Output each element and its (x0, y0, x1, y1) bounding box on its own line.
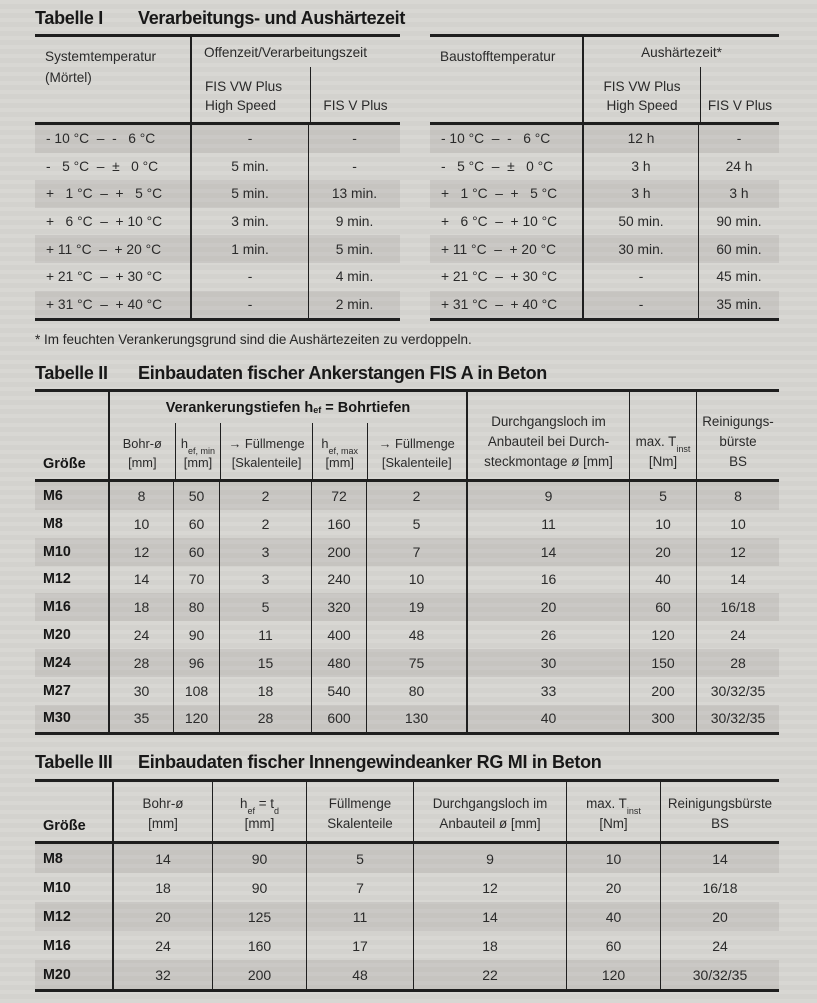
table-cell: 16 (466, 566, 629, 594)
table-cell: 40 (466, 705, 629, 733)
table-cell: 18 (108, 593, 173, 621)
table-cell: 600 (311, 705, 366, 733)
table-cell: 200 (311, 538, 366, 566)
table-3 (35, 779, 779, 992)
table-cell: 240 (311, 566, 366, 594)
table-row (430, 235, 779, 263)
table-cell: 7 (306, 873, 413, 902)
table-cell: 125 (212, 902, 306, 931)
table-cell: 30 (108, 677, 173, 705)
group-header-label: Verankerungstiefen h $_{ef}$ = Bohrtiefen (165, 399, 411, 416)
table-row (430, 153, 779, 181)
table-cell: 28 (108, 649, 173, 677)
table-cell: 16/18 (696, 593, 779, 621)
table-cell: 5 min. (308, 235, 400, 263)
table-cell: 2 (219, 510, 311, 538)
table-cell: 200 (212, 960, 306, 989)
table-cell: M16 (43, 599, 71, 616)
table-row (35, 482, 779, 510)
table-cell: M10 (43, 879, 71, 896)
table-row (430, 208, 779, 236)
table-cell: 540 (311, 677, 366, 705)
table-row (35, 593, 779, 621)
table-cell: 8 (696, 482, 779, 510)
table-cell: 130 (366, 705, 466, 733)
table-cell: 96 (173, 649, 219, 677)
table-cell: + 11 °C – + 20 °C (441, 241, 557, 257)
table-cell: 10 (696, 510, 779, 538)
table-cell: 5 (219, 593, 311, 621)
column-header-durchgangsloch: Durchgangsloch im Anbauteil bei Durch- steckmontage ø [mm] (466, 392, 629, 479)
table-cell: - (190, 125, 308, 153)
table-cell: 60 (629, 593, 696, 621)
table-cell: 12 (108, 538, 173, 566)
table-cell: 20 (629, 538, 696, 566)
table-1-left-header (35, 37, 400, 125)
table-cell: - (698, 125, 779, 153)
column-header-fis-v-plus: FIS V Plus (310, 67, 400, 122)
table-cell: 28 (219, 705, 311, 733)
table-cell: 30/32/35 (696, 677, 779, 705)
table-cell: 60 min. (698, 235, 779, 263)
table-cell: 10 (366, 566, 466, 594)
table-cell: M12 (43, 908, 71, 925)
column-header-fis-v-plus: FIS V Plus (700, 67, 779, 122)
table-row (35, 902, 779, 931)
table-cell: 28 (696, 649, 779, 677)
column-header-reinigungsbuerste: Reinigungsbürste BS (660, 782, 779, 841)
table-cell: 9 min. (308, 208, 400, 236)
table-cell: 12 h (582, 125, 698, 153)
column-group-verankerungstiefen (108, 392, 466, 479)
table-cell: 3 (219, 538, 311, 566)
table-cell: 400 (311, 621, 366, 649)
group-header-label: Aushärtezeit* (641, 44, 722, 60)
table-row (35, 125, 400, 153)
table-cell: 18 (112, 873, 212, 902)
table-cell: + 31 °C – + 40 °C (46, 296, 163, 312)
table-cell: 14 (112, 844, 212, 873)
column-header-systemtemperatur: Systemtemperatur (Mörtel) (45, 49, 157, 86)
table-cell: 8 (108, 482, 173, 510)
table-cell: 50 min. (582, 208, 698, 236)
table-row (35, 180, 400, 208)
table-row (430, 291, 779, 319)
table-cell: 2 (366, 482, 466, 510)
table-cell: + 31 °C – + 40 °C (441, 296, 558, 312)
table-cell: 18 (413, 931, 566, 960)
table-cell: 90 (212, 844, 306, 873)
table-cell: + 11 °C – + 20 °C (46, 241, 162, 257)
table-cell: - (308, 153, 400, 181)
table-cell: 160 (212, 931, 306, 960)
table-cell: 30/32/35 (660, 960, 779, 989)
table-cell: 7 (366, 538, 466, 566)
table-cell: 14 (466, 538, 629, 566)
column-header-fis-vw-plus: FIS VW Plus High Speed (205, 79, 283, 113)
table-cell: 108 (173, 677, 219, 705)
table-2 (35, 389, 779, 735)
table-cell: 40 (566, 902, 660, 931)
table-cell: 20 (566, 873, 660, 902)
table-cell: 24 (108, 621, 173, 649)
table-cell: 320 (311, 593, 366, 621)
table-cell: M20 (43, 966, 71, 983)
column-header-max-tinst: max. $T_{inst}$ [Nm] (566, 782, 660, 841)
table-3-header (35, 782, 779, 844)
table-cell: 40 (629, 566, 696, 594)
table-cell: M8 (43, 515, 63, 532)
table-cell: 30/32/35 (696, 705, 779, 733)
group-header-label: Offenzeit/Verarbeitungszeit (204, 44, 367, 60)
table-cell: 11 (219, 621, 311, 649)
table-cell: 24 h (698, 153, 779, 181)
table-row (35, 844, 779, 873)
table-cell: 3 (219, 566, 311, 594)
table-3-title-text: Einbaudaten fischer Innengewindeanker RG MI in Beton (138, 752, 602, 773)
table-cell: 5 (629, 482, 696, 510)
table-cell: 5 min. (190, 180, 308, 208)
table-3-label: Tabelle III (35, 752, 113, 773)
table-2-header (35, 392, 779, 482)
table-cell: M12 (43, 571, 71, 588)
table-3-title (35, 752, 817, 773)
table-cell: 45 min. (698, 263, 779, 291)
table-cell: 70 (173, 566, 219, 594)
table-cell: 30 min. (582, 235, 698, 263)
table-cell: M6 (43, 488, 63, 505)
table-cell: - 5 °C – ± 0 °C (441, 158, 554, 174)
table-cell: M27 (43, 682, 71, 699)
column-header-reinigungsbuerste: Reinigungs- bürste BS (696, 392, 779, 479)
table-cell: 12 (696, 538, 779, 566)
table-cell: 30 (466, 649, 629, 677)
table-1-left (35, 34, 400, 321)
table-row (35, 263, 400, 291)
table-cell: 16/18 (660, 873, 779, 902)
table-cell: 1 min. (190, 235, 308, 263)
table-row (35, 153, 400, 181)
table-cell: 80 (366, 677, 466, 705)
table-cell: M16 (43, 937, 71, 954)
table-cell: M24 (43, 654, 71, 671)
table-cell: - 10 °C – - 6 °C (441, 131, 551, 147)
table-cell: 14 (696, 566, 779, 594)
table-cell: - (582, 291, 698, 319)
table-cell: 75 (366, 649, 466, 677)
table-cell: 3 h (582, 153, 698, 181)
table-cell: 20 (660, 902, 779, 931)
table-row (35, 621, 779, 649)
table-row (35, 208, 400, 236)
column-header-hef-max: $h_{ef, max}$ [mm] (312, 423, 367, 479)
table-cell: - 10 °C – - 6 °C (46, 131, 156, 147)
table-2-title (35, 363, 817, 384)
table-row (35, 291, 400, 319)
table-cell: 3 min. (190, 208, 308, 236)
table-cell: + 1 °C – + 5 °C (46, 186, 163, 202)
table-row (35, 510, 779, 538)
table-row (35, 873, 779, 902)
table-cell: 60 (173, 538, 219, 566)
column-header-fuellmenge: Füllmenge Skalenteile (306, 782, 413, 841)
table-cell: 5 (306, 844, 413, 873)
table-row (35, 931, 779, 960)
table-cell: 35 min. (698, 291, 779, 319)
column-header-hef-td: $h_{ef} = t_d$ [mm] (212, 782, 306, 841)
table-cell: 32 (112, 960, 212, 989)
table-cell: 18 (219, 677, 311, 705)
table-cell: 150 (629, 649, 696, 677)
table-cell: 13 min. (308, 180, 400, 208)
table-cell: 200 (629, 677, 696, 705)
table-cell: + 21 °C – + 30 °C (46, 269, 163, 285)
table-1-footnote: * Im feuchten Verankerungsgrund sind die Aushärtezeiten zu verdoppeln. (35, 332, 472, 348)
table-3-body (35, 844, 779, 989)
table-cell: 2 min. (308, 291, 400, 319)
table-row (35, 566, 779, 594)
table-cell: - (308, 125, 400, 153)
table-cell: 80 (173, 593, 219, 621)
table-cell: 24 (660, 931, 779, 960)
table-cell: 60 (566, 931, 660, 960)
table-cell: M20 (43, 627, 71, 644)
table-cell: 120 (173, 705, 219, 733)
column-header-groesse: Größe (43, 456, 86, 473)
table-cell: 120 (629, 621, 696, 649)
table-cell: + 21 °C – + 30 °C (441, 269, 558, 285)
table-cell: 90 (212, 873, 306, 902)
table-cell: 72 (311, 482, 366, 510)
table-row (430, 263, 779, 291)
table-cell: 10 (566, 844, 660, 873)
table-row (35, 677, 779, 705)
table-cell: 11 (466, 510, 629, 538)
column-header-bohr: Bohr-ø [mm] (122, 436, 162, 470)
table-cell: 9 (466, 482, 629, 510)
table-cell: 15 (219, 649, 311, 677)
table-cell: 48 (306, 960, 413, 989)
table-cell: 26 (466, 621, 629, 649)
table-cell: 35 (108, 705, 173, 733)
table-1-label: Tabelle I (35, 8, 103, 28)
table-cell: + 6 °C – + 10 °C (46, 214, 163, 230)
column-group-aushaertezeit (582, 37, 779, 122)
table-cell: + 1 °C – + 5 °C (441, 186, 558, 202)
column-header-bohr: Bohr-ø [mm] (112, 782, 212, 841)
table-cell: 20 (112, 902, 212, 931)
table-2-title-text: Einbaudaten fischer Ankerstangen FIS A in Beton (138, 363, 547, 384)
table-1-title-text: Verarbeitungs- und Aushärtezeit (138, 8, 406, 28)
table-cell: + 6 °C – + 10 °C (441, 214, 558, 230)
table-cell: M10 (43, 543, 71, 560)
table-1 (35, 34, 817, 321)
table-cell: 9 (413, 844, 566, 873)
column-header-fis-vw-plus: FIS VW Plus High Speed (603, 79, 681, 113)
column-header-fuellmenge-min: → Füllmenge [Skalenteile] (220, 423, 311, 479)
table-cell: 19 (366, 593, 466, 621)
table-cell: 2 (219, 482, 311, 510)
table-cell: 3 h (698, 180, 779, 208)
table-row (35, 649, 779, 677)
table-cell: 12 (413, 873, 566, 902)
table-2-label: Tabelle II (35, 363, 108, 384)
column-header-fuellmenge-max: → Füllmenge [Skalenteile] (367, 423, 466, 479)
table-cell: 480 (311, 649, 366, 677)
table-cell: 24 (696, 621, 779, 649)
table-cell: 48 (366, 621, 466, 649)
table-cell: - (190, 291, 308, 319)
table-row (35, 705, 779, 733)
table-cell: 14 (413, 902, 566, 931)
table-1-right-header (430, 37, 779, 125)
table-cell: 60 (173, 510, 219, 538)
column-header-hef-min: $h_{ef, min}$ [mm] (175, 423, 221, 479)
table-cell: M8 (43, 850, 63, 867)
table-1-title (35, 8, 817, 29)
table-cell: - (190, 263, 308, 291)
table-cell: 120 (566, 960, 660, 989)
table-cell: 5 min. (190, 153, 308, 181)
column-header-groesse: Größe (43, 818, 86, 835)
column-header-max-tinst: max. $T_{inst}$ [Nm] (629, 392, 696, 479)
table-row (35, 960, 779, 989)
column-header-durchgangsloch: Durchgangsloch im Anbauteil ø [mm] (413, 782, 566, 841)
table-cell: 10 (629, 510, 696, 538)
table-row (35, 538, 779, 566)
table-cell: 22 (413, 960, 566, 989)
table-cell: 14 (660, 844, 779, 873)
column-group-offenzeit (190, 37, 400, 122)
table-cell: 300 (629, 705, 696, 733)
table-row (430, 125, 779, 153)
table-cell: 17 (306, 931, 413, 960)
table-cell: 20 (466, 593, 629, 621)
table-2-body (35, 482, 779, 732)
table-cell: 90 min. (698, 208, 779, 236)
table-cell: 4 min. (308, 263, 400, 291)
table-cell: M30 (43, 710, 71, 727)
table-cell: - (582, 263, 698, 291)
table-cell: 3 h (582, 180, 698, 208)
table-row (35, 235, 400, 263)
table-cell: 11 (306, 902, 413, 931)
table-cell: 10 (108, 510, 173, 538)
table-row (430, 180, 779, 208)
table-1-right (430, 34, 779, 321)
table-cell: 33 (466, 677, 629, 705)
table-cell: 5 (366, 510, 466, 538)
table-cell: 90 (173, 621, 219, 649)
column-header-baustofftemperatur: Baustofftemperatur (440, 49, 556, 64)
table-cell: - 5 °C – ± 0 °C (46, 158, 159, 174)
table-cell: 24 (112, 931, 212, 960)
table-cell: 50 (173, 482, 219, 510)
table-cell: 160 (311, 510, 366, 538)
table-cell: 14 (108, 566, 173, 594)
